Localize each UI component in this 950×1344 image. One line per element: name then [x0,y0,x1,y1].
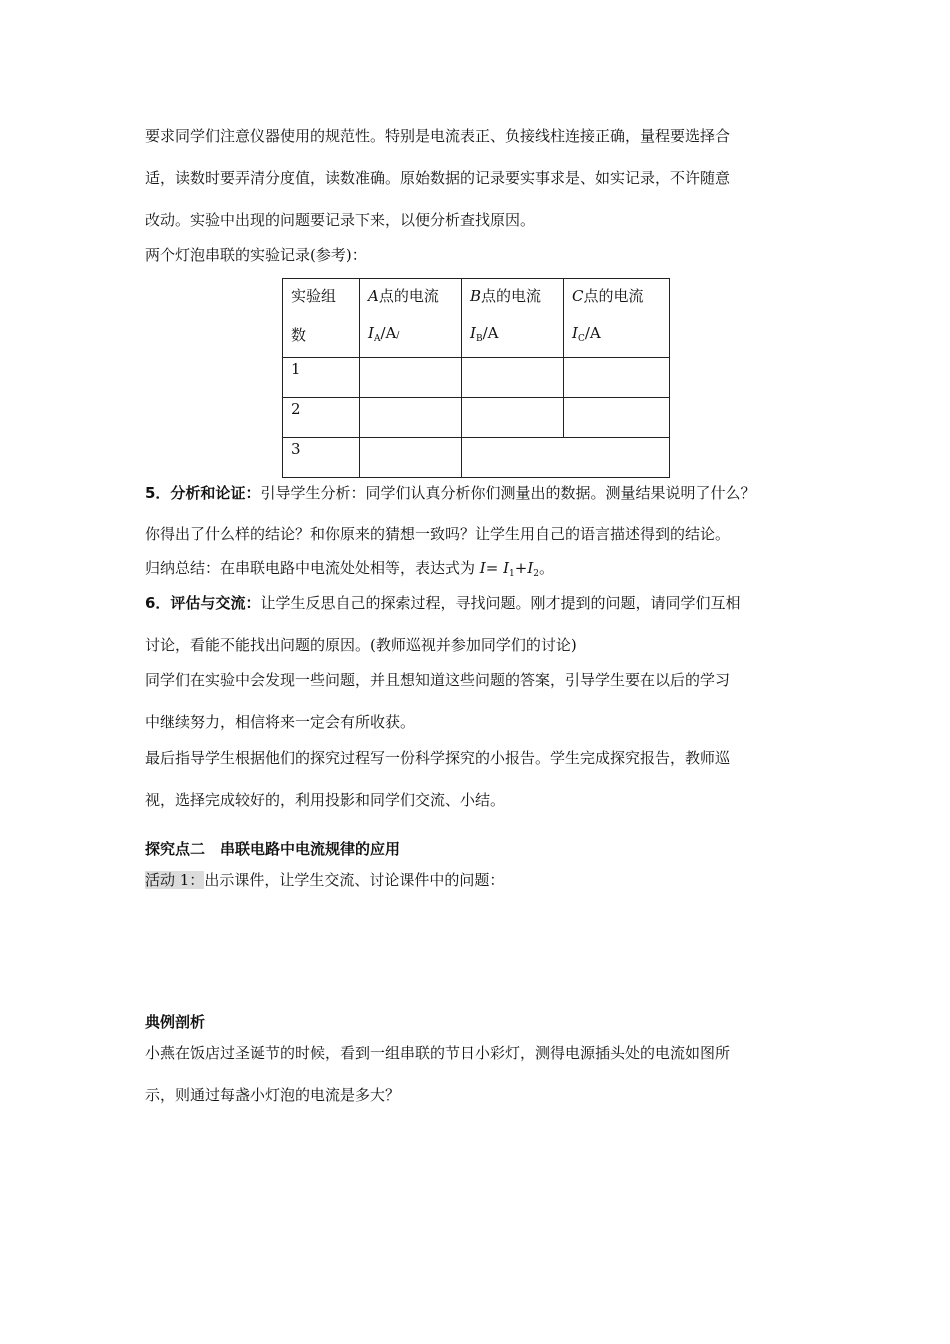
section6-line: 讨论，看能不能找出问题的原因。(教师巡视并参加同学们的讨论) [145,636,577,654]
table-cell [564,398,670,438]
table-intro: 两个灯泡串联的实验记录(参考)： [145,246,367,264]
table-cell [462,358,564,398]
row-index: 2 [283,398,360,438]
activity-label: 活动 1： [145,871,205,889]
table-cell [564,358,670,398]
section6-line: 6．评估与交流：让学生反思自己的探索过程，寻找问题。刚才提到的问题，请同学们互相 [145,594,741,612]
section6-title: 6．评估与交流： [145,594,261,612]
experiment-record-table [282,278,670,478]
table-cell-merged [462,438,670,478]
section6-line: 同学们在实验中会发现一些问题，并且想知道这些问题的答案，引导学生要在以后的学习 [145,671,731,689]
section6-line: 最后指导学生根据他们的探究过程写一份科学探究的小报告。学生完成探究报告，教师巡 [145,749,731,767]
paragraph-line: 要求同学们注意仪器使用的规范性。特别是电流表正、负接线柱连接正确，量程要选择合 [145,127,731,145]
section5-line: 5．分析和论证：引导学生分析：同学们认真分析你们测量出的数据。测量结果说明了什么？ [145,484,756,502]
section5-title: 5．分析和论证： [145,484,261,502]
section5-line: 你得出了什么样的结论？和你原来的猜想一致吗？让学生用自己的语言描述得到的结论。 [145,525,731,543]
table-row [283,438,670,478]
summary-line: 归纳总结：在串联电路中电流处处相等，表达式为 $I= I_1+I_2$。 [145,559,555,579]
example-title: 典例剖析 [145,1013,206,1031]
table-row [283,358,670,398]
point2-title: 探究点二 串联电路中电流规律的应用 [145,840,401,858]
row-index: 3 [283,438,360,478]
header-group-count: 实验组 数 [283,279,360,358]
formula-lhs: I [479,559,486,577]
header-point-b: B点的电流 $I_B/A$ [462,279,564,358]
activity-line: 活动 1：出示课件，让学生交流、讨论课件中的问题： [145,871,505,889]
table-header-row [283,279,670,358]
table-cell [360,438,462,478]
table-cell [462,398,564,438]
header-point-c: C点的电流 $I_C/A$ [564,279,670,358]
section6-line: 视，选择完成较好的，利用投影和同学们交流、小结。 [145,791,506,809]
row-index: 1 [283,358,360,398]
table-cell [360,358,462,398]
table-row [283,398,670,438]
paragraph-line: 适，读数时要弄清分度值，读数准确。原始数据的记录要实事求是、如实记录，不许随意 [145,169,731,187]
section6-line: 中继续努力，相信将来一定会有所收获。 [145,713,416,731]
table-cell [360,398,462,438]
header-point-a: A点的电流 $I_A/A/$ [360,279,462,358]
paragraph-line: 改动。实验中出现的问题要记录下来，以便分析查找原因。 [145,211,536,229]
example-line: 小燕在饭店过圣诞节的时候，看到一组串联的节日小彩灯，测得电源插头处的电流如图所 [145,1044,731,1062]
example-line: 示，则通过每盏小灯泡的电流是多大？ [145,1086,401,1104]
